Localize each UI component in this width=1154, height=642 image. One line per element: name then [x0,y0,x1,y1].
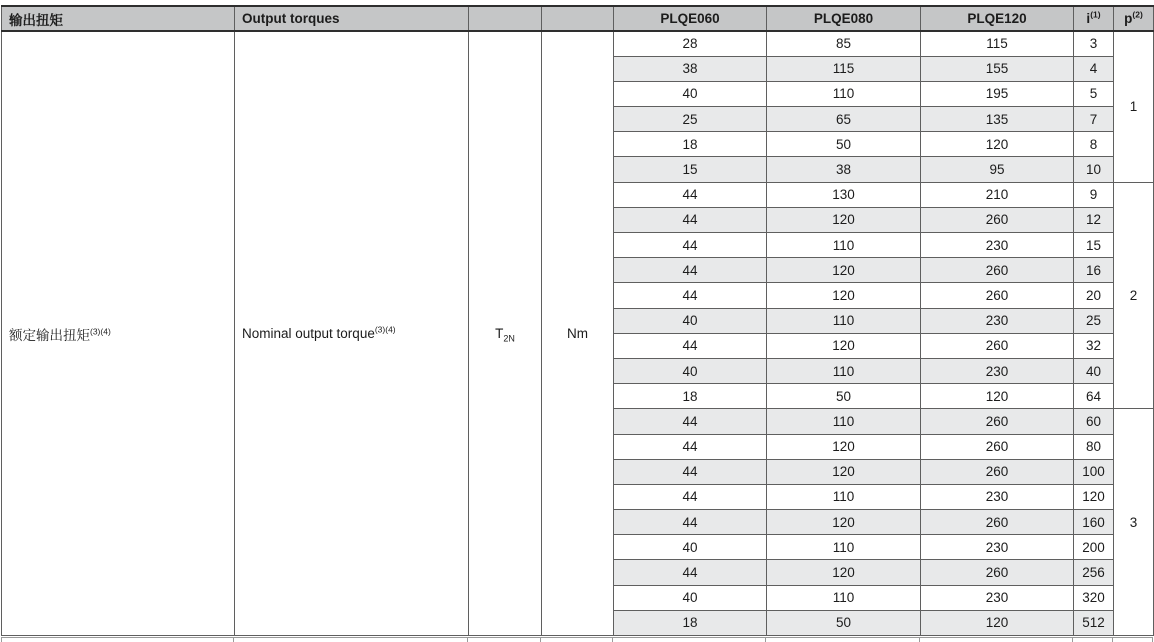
torque-value-plqe060: 38 [614,56,767,81]
torque-value-plqe080: 50 [767,610,921,635]
ratio-value: 64 [1074,384,1114,409]
torque-value-plqe080: 110 [767,535,921,560]
torque-value-plqe060: 40 [614,585,767,610]
torque-value-plqe120: 230 [921,484,1074,509]
torque-value-plqe080: 120 [767,510,921,535]
torque-value-plqe120: 120 [921,384,1074,409]
header-stages-p [1114,6,1154,31]
row-label-cn-footnote: (3)(4) [90,326,111,336]
ratio-value: 12 [1074,207,1114,232]
row-label-cn: 额定输出扭矩$^{(3)(4)}$ [2,31,235,636]
ratio-value: 15 [1074,233,1114,258]
torque-value-plqe080: 110 [767,81,921,106]
ratio-value: 3 [1074,31,1114,56]
torque-value-plqe060: 18 [614,384,767,409]
torque-value-plqe120: 115 [921,31,1074,56]
torque-value-plqe060: 18 [614,610,767,635]
torque-value-plqe060: 44 [614,207,767,232]
torque-value-plqe060: 44 [614,258,767,283]
header-model-plqe060: PLQE060 [614,6,767,31]
ratio-value: 9 [1074,182,1114,207]
column-tick [612,638,613,642]
torque-value-plqe080: 120 [767,283,921,308]
torque-value-plqe080: 50 [767,384,921,409]
ratio-value: 7 [1074,107,1114,132]
torque-value-plqe120: 230 [921,233,1074,258]
torque-value-plqe060: 44 [614,333,767,358]
torque-value-plqe120: 230 [921,585,1074,610]
torque-value-plqe060: 40 [614,308,767,333]
ratio-value: 40 [1074,358,1114,383]
column-tick [919,638,920,642]
torque-value-plqe080: 120 [767,207,921,232]
ratio-value: 80 [1074,434,1114,459]
ratio-value: 60 [1074,409,1114,434]
torque-value-plqe060: 40 [614,358,767,383]
torque-value-plqe080: 65 [767,107,921,132]
stages-label: p [1124,11,1133,26]
header-title-cn: 输出扭矩 [2,6,235,31]
torque-value-plqe120: 260 [921,207,1074,232]
torque-value-plqe120: 260 [921,409,1074,434]
row-unit-nm: Nm [542,31,614,636]
table-row [2,31,1154,56]
torque-value-plqe080: 38 [767,157,921,182]
column-tick [1072,638,1073,642]
header-symbol-empty [469,6,542,31]
ratio-value: 4 [1074,56,1114,81]
torque-value-plqe060: 18 [614,132,767,157]
torque-value-plqe060: 44 [614,510,767,535]
torque-value-plqe080: 50 [767,132,921,157]
torque-value-plqe120: 260 [921,459,1074,484]
ratio-value: 320 [1074,585,1114,610]
torque-value-plqe060: 28 [614,31,767,56]
stages-value: 1 [1114,31,1154,182]
torque-value-plqe120: 260 [921,283,1074,308]
torque-value-plqe120: 260 [921,258,1074,283]
torque-value-plqe060: 44 [614,560,767,585]
torque-value-plqe080: 110 [767,409,921,434]
torque-value-plqe120: 155 [921,56,1074,81]
column-tick [467,638,468,642]
torque-value-plqe080: 85 [767,31,921,56]
ratio-value: 120 [1074,484,1114,509]
ratio-footnote-sup: (1) [1090,9,1101,20]
ratio-value: 5 [1074,81,1114,106]
ratio-value: 160 [1074,510,1114,535]
torque-value-plqe120: 120 [921,610,1074,635]
torque-value-plqe060: 44 [614,409,767,434]
ratio-value: 256 [1074,560,1114,585]
torque-value-plqe120: 260 [921,434,1074,459]
torque-value-plqe060: 40 [614,81,767,106]
torque-value-plqe120: 260 [921,333,1074,358]
torque-value-plqe120: 210 [921,182,1074,207]
torque-value-plqe120: 95 [921,157,1074,182]
header-ratio-i [1074,6,1114,31]
ratio-value: 20 [1074,283,1114,308]
header-title-en: Output torques [235,6,469,31]
column-tick [1112,638,1113,642]
ratio-label: i [1086,11,1091,26]
torque-value-plqe080: 120 [767,333,921,358]
torque-value-plqe120: 230 [921,308,1074,333]
torque-value-plqe060: 25 [614,107,767,132]
ratio-value: 32 [1074,333,1114,358]
symbol-subscript: 2N [503,333,515,344]
stages-footnote-sup: (2) [1132,9,1143,20]
ratio-value: 10 [1074,157,1114,182]
ratio-value: 16 [1074,258,1114,283]
torque-value-plqe060: 44 [614,182,767,207]
stages-value: 2 [1114,182,1154,409]
table-header-row [2,6,1154,31]
header-model-plqe080: PLQE080 [767,6,921,31]
torque-value-plqe080: 110 [767,585,921,610]
column-tick [233,638,234,642]
torque-value-plqe120: 230 [921,358,1074,383]
torque-value-plqe120: 135 [921,107,1074,132]
torque-value-plqe060: 40 [614,535,767,560]
torque-value-plqe120: 195 [921,81,1074,106]
torque-value-plqe080: 115 [767,56,921,81]
ratio-value: 100 [1074,459,1114,484]
torque-value-plqe080: 120 [767,258,921,283]
header-unit-empty [542,6,614,31]
stages-value: 3 [1114,409,1154,636]
torque-value-plqe120: 260 [921,510,1074,535]
row-label-en-footnote: (3)(4) [374,324,396,335]
torque-value-plqe120: 260 [921,560,1074,585]
torque-value-plqe060: 44 [614,283,767,308]
torque-value-plqe080: 110 [767,308,921,333]
torque-value-plqe060: 15 [614,157,767,182]
column-tick [1,638,2,642]
torque-value-plqe060: 44 [614,434,767,459]
ratio-value: 25 [1074,308,1114,333]
ratio-value: 200 [1074,535,1114,560]
column-tick [540,638,541,642]
column-tick [765,638,766,642]
torque-value-plqe080: 120 [767,434,921,459]
next-section-top-edge [1,637,1153,642]
output-torque-table [1,5,1154,636]
column-tick [1152,638,1153,642]
ratio-value: 8 [1074,132,1114,157]
torque-value-plqe080: 130 [767,182,921,207]
torque-value-plqe080: 110 [767,233,921,258]
table-body [2,31,1154,636]
torque-value-plqe120: 120 [921,132,1074,157]
header-model-plqe120: PLQE120 [921,6,1074,31]
torque-value-plqe080: 120 [767,459,921,484]
torque-value-plqe120: 230 [921,535,1074,560]
ratio-value: 512 [1074,610,1114,635]
torque-value-plqe080: 110 [767,484,921,509]
row-symbol-t2n: $T_{2N}$ [469,31,542,636]
row-label-en: Nominal output torque$^{(3)(4)}$ [235,31,469,636]
torque-value-plqe080: 110 [767,358,921,383]
torque-value-plqe060: 44 [614,459,767,484]
torque-value-plqe060: 44 [614,233,767,258]
torque-value-plqe080: 120 [767,560,921,585]
torque-value-plqe060: 44 [614,484,767,509]
